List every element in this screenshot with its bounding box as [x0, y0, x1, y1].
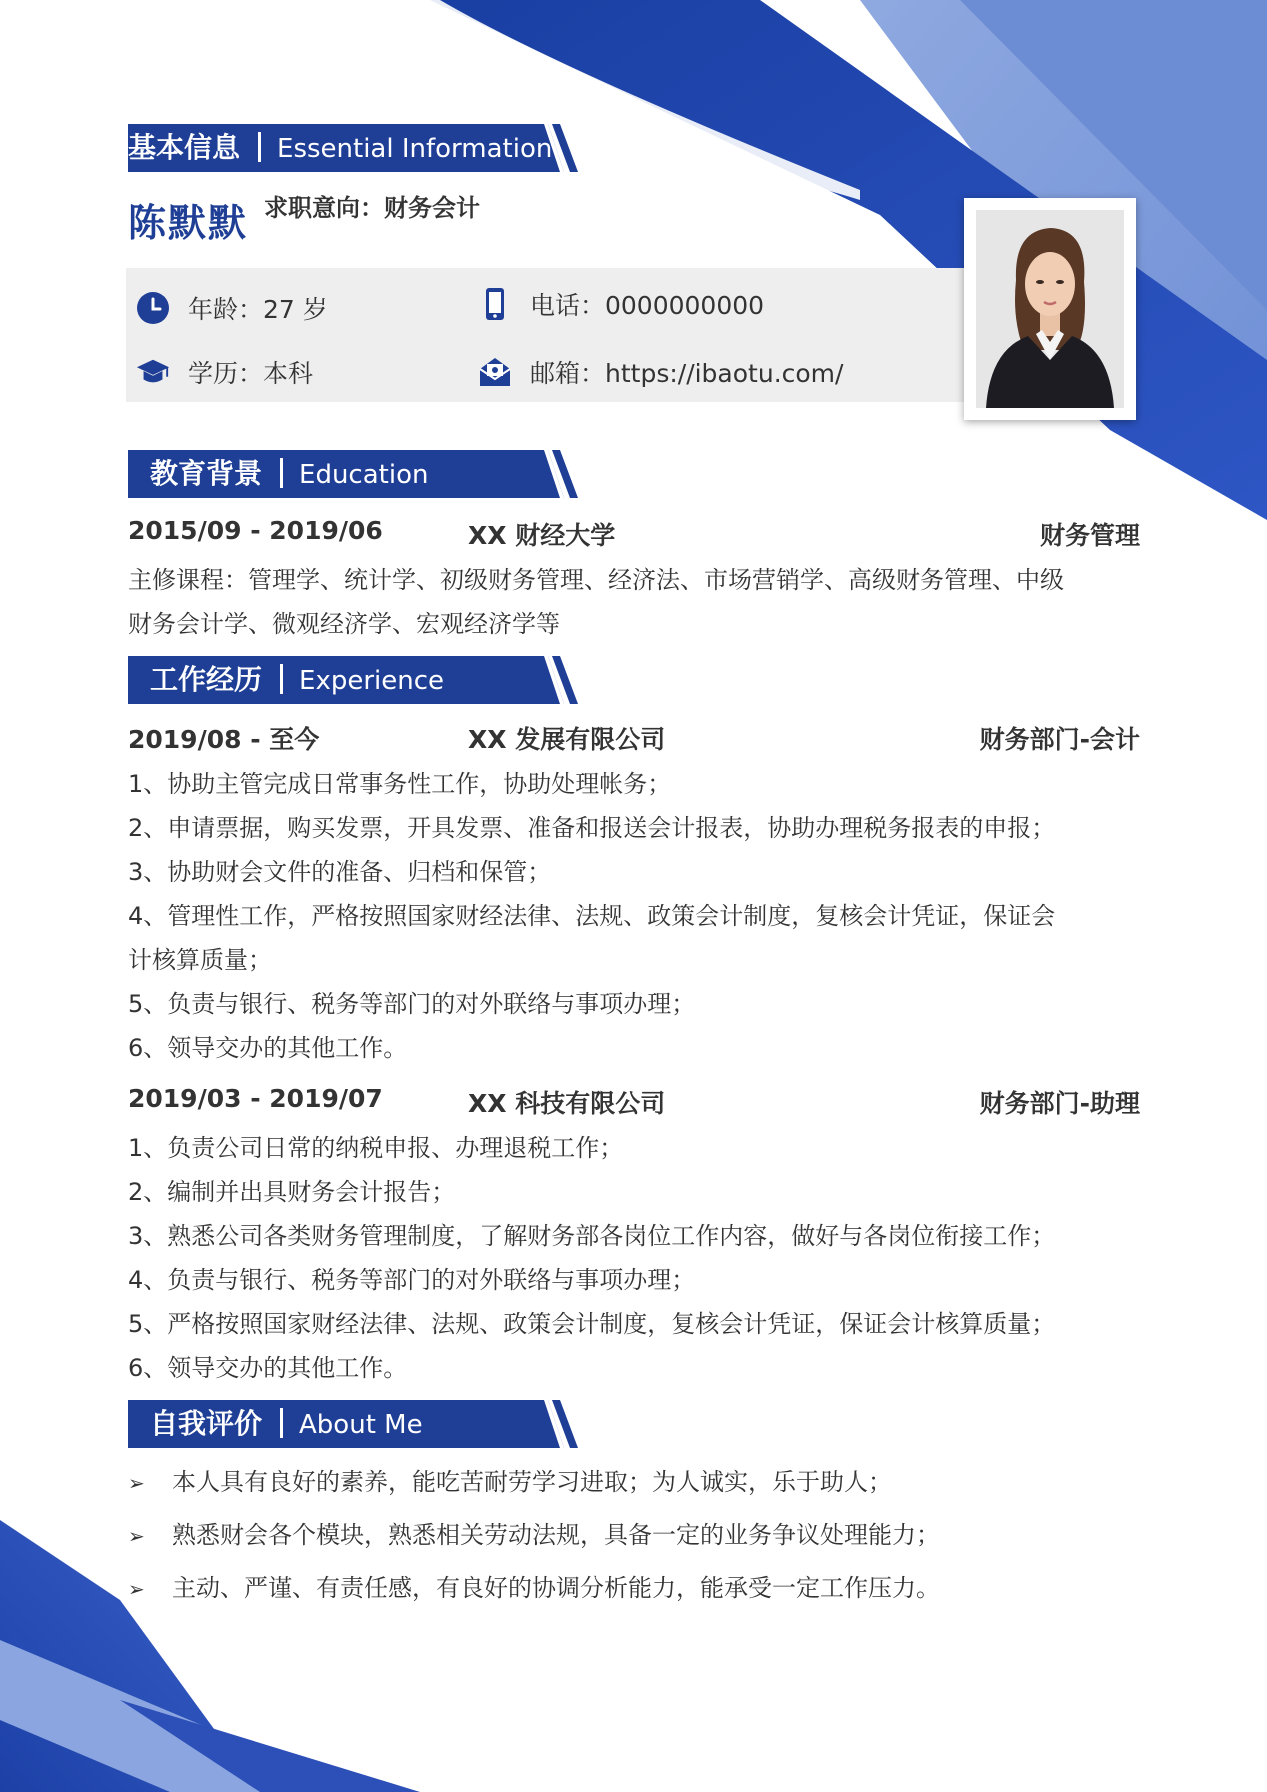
about-text: 本人具有良好的素养，能吃苦耐劳学习进取；为人诚实，乐于助人； [172, 1468, 892, 1496]
section-title-cn: 工作经历 [150, 663, 263, 696]
divider [280, 458, 283, 488]
job-duties [128, 762, 1128, 1070]
duty-line: 2、编制并出具财务会计报告； [128, 1178, 456, 1206]
duty-line: 4、负责与银行、税务等部门的对外联络与事项办理； [128, 1266, 696, 1294]
about-list [128, 1456, 1128, 1615]
section-title-cn: 基本信息 [128, 131, 241, 164]
section-header-basic [128, 124, 578, 172]
about-item [128, 1456, 1128, 1509]
candidate-name: 陈默默 [128, 201, 249, 245]
duty-line: 4、管理性工作，严格按照国家财经法律、法规、政策会计制度，复核会计凭证，保证会 [128, 902, 1056, 930]
job-date: 2019/03 - 2019/07 [128, 1084, 383, 1113]
section-header-about [128, 1400, 578, 1448]
bullet-arrow-icon: ➢ [128, 1471, 145, 1495]
profile-photo [976, 210, 1124, 408]
duty-line: 6、领导交办的其他工作。 [128, 1354, 408, 1382]
duty-line: 5、严格按照国家财经法律、法规、政策会计制度，复核会计凭证，保证会计核算质量； [128, 1310, 1056, 1338]
graduation-cap-icon [136, 355, 170, 389]
info-age [136, 290, 328, 326]
section-title-en: Education [299, 460, 429, 490]
info-education [136, 354, 313, 390]
clock-icon [136, 291, 170, 325]
job-role: 财务部门-助理 [979, 1089, 1140, 1118]
section-title-en: Experience [299, 666, 445, 696]
bullet-arrow-icon: ➢ [128, 1577, 145, 1601]
job-intent: 求职意向：财务会计 [264, 194, 480, 222]
education-date: 2015/09 - 2019/06 [128, 516, 383, 545]
section-header-experience [128, 656, 578, 704]
duty-line: 计核算质量； [128, 946, 272, 974]
about-text: 主动、严谨、有责任感，有良好的协调分析能力，能承受一定工作压力。 [172, 1574, 940, 1602]
education-row [128, 516, 1140, 550]
section-title-en: About Me [299, 1410, 423, 1440]
phone-text: 电话：0000000000 [530, 291, 765, 320]
section-title-en: Essential Information [277, 134, 553, 164]
courses-line: 主修课程：管理学、统计学、初级财务管理、经济法、市场营销学、高级财务管理、中级 [128, 566, 1064, 594]
job-duties [128, 1126, 1128, 1390]
bullet-arrow-icon: ➢ [128, 1524, 145, 1548]
job-role: 财务部门-会计 [979, 725, 1140, 754]
section-header-education [128, 450, 578, 498]
duty-line: 1、协助主管完成日常事务性工作，协助处理帐务； [128, 770, 672, 798]
job-row [128, 1084, 1140, 1118]
duty-line: 2、申请票据，购买发票，开具发票、准备和报送会计报表，协助办理税务报表的申报； [128, 814, 1056, 842]
email-link[interactable]: 邮箱：https://ibaotu.com/ [530, 359, 844, 388]
school-name: XX 财经大学 [468, 521, 616, 550]
courses [128, 558, 1128, 646]
section-title-cn: 自我评价 [150, 1407, 263, 1440]
company-name: XX 发展有限公司 [468, 725, 666, 754]
company-name: XX 科技有限公司 [468, 1089, 666, 1118]
divider [280, 664, 283, 694]
about-text: 熟悉财会各个模块，熟悉相关劳动法规，具备一定的业务争议处理能力； [172, 1521, 940, 1549]
info-phone [478, 286, 764, 322]
duty-line: 3、协助财会文件的准备、归档和保管； [128, 858, 552, 886]
phone-icon [478, 287, 512, 321]
job-date: 2019/08 - 至今 [128, 725, 320, 754]
duty-line: 5、负责与银行、税务等部门的对外联络与事项办理； [128, 990, 696, 1018]
duty-line: 3、熟悉公司各类财务管理制度，了解财务部各岗位工作内容，做好与各岗位衔接工作； [128, 1222, 1056, 1250]
courses-line: 财务会计学、微观经济学、宏观经济学等 [128, 610, 560, 638]
duty-line: 6、领导交办的其他工作。 [128, 1034, 408, 1062]
job-row [128, 720, 1140, 754]
envelope-icon [478, 355, 512, 389]
info-email [478, 354, 843, 390]
age-text: 年龄：27 岁 [188, 295, 328, 324]
photo-frame [964, 198, 1136, 420]
major: 财务管理 [1039, 521, 1140, 550]
about-item [128, 1509, 1128, 1562]
divider [280, 1408, 283, 1438]
about-item [128, 1562, 1128, 1615]
divider [258, 132, 261, 162]
section-title-cn: 教育背景 [150, 457, 263, 490]
education-text: 学历：本科 [188, 359, 314, 388]
duty-line: 1、负责公司日常的纳税申报、办理退税工作； [128, 1134, 624, 1162]
